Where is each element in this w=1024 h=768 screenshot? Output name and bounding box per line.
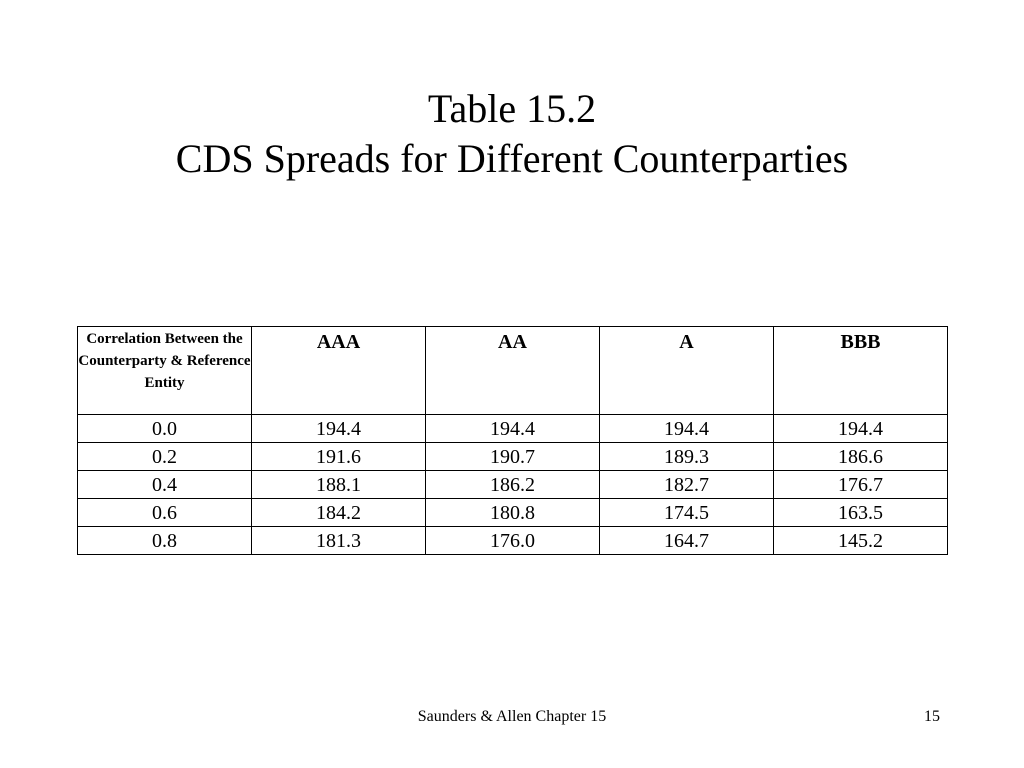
correlation-cell: 0.0 <box>78 415 252 443</box>
column-header-a: A <box>600 327 774 415</box>
spread-cell: 191.6 <box>252 443 426 471</box>
column-header-aa: AA <box>426 327 600 415</box>
slide-title <box>0 84 1024 184</box>
table-row <box>78 415 948 443</box>
table-row <box>78 527 948 555</box>
page-number: 15 <box>924 708 940 725</box>
correlation-cell: 0.8 <box>78 527 252 555</box>
table-row <box>78 499 948 527</box>
spread-cell: 145.2 <box>774 527 948 555</box>
correlation-cell: 0.2 <box>78 443 252 471</box>
spread-cell: 180.8 <box>426 499 600 527</box>
spread-cell: 163.5 <box>774 499 948 527</box>
correlation-cell: 0.4 <box>78 471 252 499</box>
cds-spreads-table <box>77 326 948 555</box>
title-line-2: CDS Spreads for Different Counterparties <box>175 136 849 181</box>
table-row <box>78 443 948 471</box>
title-line-1: Table 15.2 <box>427 86 597 131</box>
spread-cell: 194.4 <box>252 415 426 443</box>
column-header-aaa: AAA <box>252 327 426 415</box>
correlation-column-header: Correlation Between the Counterparty & Reference Entity <box>78 327 252 415</box>
footer-text: Saunders & Allen Chapter 15 <box>417 708 607 725</box>
column-header-bbb: BBB <box>774 327 948 415</box>
spread-cell: 186.6 <box>774 443 948 471</box>
spread-cell: 194.4 <box>600 415 774 443</box>
spread-cell: 176.0 <box>426 527 600 555</box>
spread-cell: 181.3 <box>252 527 426 555</box>
correlation-cell: 0.6 <box>78 499 252 527</box>
spread-cell: 194.4 <box>426 415 600 443</box>
spread-cell: 188.1 <box>252 471 426 499</box>
spread-cell: 182.7 <box>600 471 774 499</box>
table-row <box>78 471 948 499</box>
spread-cell: 189.3 <box>600 443 774 471</box>
spread-cell: 174.5 <box>600 499 774 527</box>
spread-cell: 194.4 <box>774 415 948 443</box>
spread-cell: 186.2 <box>426 471 600 499</box>
table-header-row <box>78 327 948 415</box>
spread-cell: 164.7 <box>600 527 774 555</box>
spread-cell: 184.2 <box>252 499 426 527</box>
spread-cell: 190.7 <box>426 443 600 471</box>
spread-cell: 176.7 <box>774 471 948 499</box>
